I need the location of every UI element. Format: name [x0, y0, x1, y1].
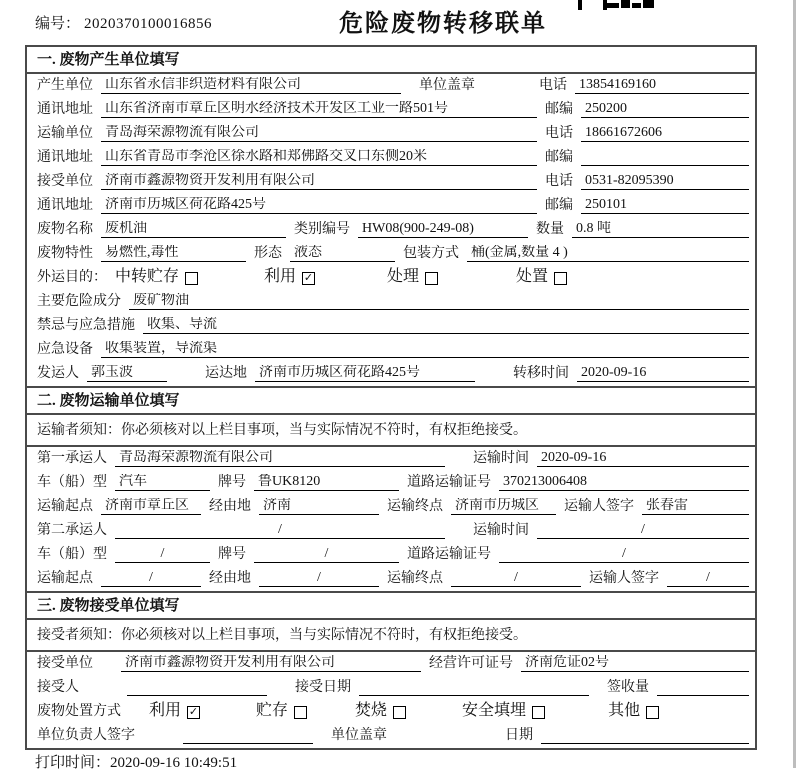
checkbox-label: 利用: [149, 702, 182, 719]
checkbox-option: [608, 697, 659, 720]
checkbox-option: [264, 263, 315, 286]
field-label: 类别编号: [294, 222, 350, 237]
form-section-2: [27, 386, 755, 591]
checkbox-label: 处置: [516, 268, 549, 285]
field-underline: /: [451, 570, 581, 587]
field-label: 数量: [536, 222, 564, 237]
field-label: 应急设备: [37, 342, 93, 357]
form-row: [27, 543, 755, 567]
qr-block-icon: [643, 0, 654, 8]
print-time-label: 打印时间：: [35, 755, 111, 771]
field-underline: [541, 743, 749, 744]
qr-block-icon: [607, 3, 619, 8]
field-label: 发运人: [37, 366, 79, 381]
checkbox-label: 利用: [264, 268, 297, 285]
field-label: 接受单位: [37, 656, 93, 671]
field-underline: 济南市鑫源物资开发利用有限公司: [121, 655, 421, 672]
field-label: 废物特性: [37, 246, 93, 261]
checkbox-option: [149, 697, 200, 720]
checkbox-checked-icon: ✓: [303, 272, 314, 284]
checkbox-option: [355, 697, 406, 720]
form-row: [27, 122, 755, 146]
form-row: [27, 218, 755, 242]
field-underline: 济南: [259, 498, 379, 515]
field-label: 邮编: [545, 198, 573, 213]
checkbox-label: 中转贮存: [115, 268, 180, 285]
form-row: [27, 74, 755, 98]
field-underline: /: [667, 570, 749, 587]
field-label: 运输人签字: [564, 499, 634, 514]
field-label: 通讯地址: [37, 102, 93, 117]
field-underline: 山东省济南市章丘区明水经济技术开发区工业一路501号: [101, 101, 537, 118]
print-time: [35, 751, 237, 772]
field-label: 废物名称: [37, 222, 93, 237]
section-header: 二. 废物运输单位填写: [27, 388, 755, 415]
field-underline: 济南市鑫源物资开发利用有限公司: [101, 173, 537, 190]
field-underline: 收集、导流: [143, 317, 749, 334]
field-underline: 2020-09-16: [577, 365, 749, 382]
checkbox-label: 处理: [387, 268, 420, 285]
form-row: [27, 362, 755, 386]
qr-block-icon: [621, 0, 630, 8]
field-underline: /: [499, 546, 749, 563]
form-row: [27, 194, 755, 218]
field-underline: /: [115, 522, 445, 539]
form-section-1: [27, 47, 755, 386]
field-label: 电话: [539, 78, 567, 93]
field-underline: 370213006408: [499, 474, 749, 491]
field-label: 通讯地址: [37, 198, 93, 213]
field-label: 接受日期: [295, 680, 351, 695]
field-underline: 青岛海荣源物流有限公司: [101, 125, 537, 142]
field-underline: 2020-09-16: [537, 450, 749, 467]
field-underline: [581, 165, 749, 166]
field-label: 经由地: [209, 571, 251, 586]
checkbox-unchecked-icon: [646, 706, 659, 719]
field-underline: 13854169160: [575, 77, 749, 94]
checkbox-checked-icon: ✓: [188, 706, 199, 718]
field-label: 日期: [505, 728, 533, 743]
section-notice: 接受者须知：你必须核对以上栏目事项，当与实际情况不符时，有权拒绝接受。: [27, 620, 755, 652]
field-label: 道路运输证号: [407, 547, 491, 562]
field-label: 牌号: [218, 475, 246, 490]
field-underline: 济南危证02号: [521, 655, 749, 672]
field-underline: /: [537, 522, 749, 539]
field-label: 运输单位: [37, 126, 93, 141]
field-underline: 郭玉波: [87, 365, 167, 382]
form-row: [27, 724, 755, 748]
form-row: [27, 700, 755, 724]
field-underline: 张春雷: [642, 498, 749, 515]
checkbox-option: [516, 263, 567, 286]
field-underline: 济南市历城区: [451, 498, 556, 515]
field-underline: 收集装置，导流渠: [101, 341, 749, 358]
checkbox-unchecked-icon: [393, 706, 406, 719]
section-header: 三. 废物接受单位填写: [27, 593, 755, 620]
field-label: 单位负责人签字: [37, 728, 135, 743]
checkbox-label: 贮存: [256, 702, 289, 719]
field-underline: 济南市历城区荷花路425号: [101, 197, 537, 214]
field-label: 包装方式: [403, 246, 459, 261]
field-underline: 汽车: [115, 474, 210, 491]
field-label: 产生单位: [37, 78, 93, 93]
field-underline: 废机油: [101, 221, 286, 238]
field-label: 道路运输证号: [407, 475, 491, 490]
field-label: 签收量: [607, 680, 649, 695]
checkbox-option: [462, 697, 545, 720]
field-underline: HW08(900-249-08): [358, 221, 528, 238]
form-row: [27, 146, 755, 170]
field-underline: 液态: [290, 245, 395, 262]
field-underline: /: [115, 546, 210, 563]
form-section-3: [27, 591, 755, 748]
field-label: 转移时间: [513, 366, 569, 381]
field-label: 经营许可证号: [429, 656, 513, 671]
field-label: 外运目的：: [37, 270, 107, 285]
section-notice: 运输者须知：你必须核对以上栏目事项，当与实际情况不符时，有权拒绝接受。: [27, 415, 755, 447]
form-row: [27, 170, 755, 194]
checkbox-option: [387, 263, 438, 286]
field-label: 废物处置方式: [37, 704, 121, 719]
qr-block-icon: [578, 0, 607, 10]
qr-block-icon: [632, 3, 641, 8]
form-row: [27, 495, 755, 519]
field-label: 电话: [545, 126, 573, 141]
form-row: [27, 567, 755, 591]
form-row: [27, 652, 755, 676]
page-title: 危险废物转移联单: [339, 11, 547, 37]
field-underline: [183, 743, 313, 744]
form-row: [27, 338, 755, 362]
checkbox-label: 安全填埋: [462, 702, 527, 719]
field-label: 第二承运人: [37, 523, 107, 538]
form-row: [27, 519, 755, 543]
field-label: 运输起点: [37, 571, 93, 586]
field-label: 第一承运人: [37, 451, 107, 466]
field-underline: /: [259, 570, 379, 587]
document-header: [0, 0, 796, 44]
field-label: 通讯地址: [37, 150, 93, 165]
field-underline: 济南市章丘区: [101, 498, 201, 515]
field-label: 单位盖章: [419, 78, 475, 93]
checkbox-unchecked-icon: [532, 706, 545, 719]
field-underline: 废矿物油: [129, 293, 749, 310]
field-label: 邮编: [545, 150, 573, 165]
document-number-label: 编号：: [35, 16, 81, 32]
field-label: 邮编: [545, 102, 573, 117]
field-label: 接受单位: [37, 174, 93, 189]
field-underline: 250200: [581, 101, 749, 118]
field-underline: [359, 695, 589, 696]
form-row: [27, 290, 755, 314]
field-underline: 易燃性,毒性: [101, 245, 246, 262]
document-number: [35, 12, 212, 33]
field-underline: 鲁UK8120: [254, 474, 399, 491]
manifest-form: [25, 45, 757, 750]
field-label: 运输起点: [37, 499, 93, 514]
form-row: [27, 98, 755, 122]
field-label: 运输时间: [473, 523, 529, 538]
checkbox-unchecked-icon: [425, 272, 438, 285]
checkbox-label: 其他: [608, 702, 641, 719]
field-label: 经由地: [209, 499, 251, 514]
field-label: 运输终点: [387, 499, 443, 514]
field-underline: 山东省永信非织造材料有限公司: [101, 77, 401, 94]
field-label: 单位盖章: [331, 728, 387, 743]
field-underline: [657, 695, 749, 696]
field-underline: 18661672606: [581, 125, 749, 142]
checkbox-option: [115, 263, 198, 286]
field-label: 禁忌与应急措施: [37, 318, 135, 333]
field-label: 电话: [545, 174, 573, 189]
field-underline: /: [254, 546, 399, 563]
field-label: 车（船）型: [37, 475, 107, 490]
field-label: 主要危险成分: [37, 294, 121, 309]
field-label: 运输人签字: [589, 571, 659, 586]
field-underline: 青岛海荣源物流有限公司: [115, 450, 445, 467]
field-label: 运输时间: [473, 451, 529, 466]
field-underline: 0.8 吨: [572, 221, 749, 238]
checkbox-unchecked-icon: [554, 272, 567, 285]
field-label: 运输终点: [387, 571, 443, 586]
form-row: [27, 266, 755, 290]
section-header: 一. 废物产生单位填写: [27, 47, 755, 74]
form-row: [27, 447, 755, 471]
field-underline: [127, 695, 267, 696]
checkbox-label: 焚烧: [355, 702, 388, 719]
field-underline: 山东省青岛市李沧区徐水路和郑佛路交叉口东侧20米: [101, 149, 537, 166]
field-label: 牌号: [218, 547, 246, 562]
field-label: 接受人: [37, 680, 79, 695]
field-underline: /: [101, 570, 201, 587]
field-underline: 0531-82095390: [581, 173, 749, 190]
field-label: 运达地: [205, 366, 247, 381]
print-time-value: 2020-09-16 10:49:51: [110, 755, 238, 771]
qr-code-fragment: [578, 0, 654, 10]
document-number-value: 2020370100016856: [84, 16, 213, 32]
field-underline: 济南市历城区荷花路425号: [255, 365, 475, 382]
field-label: 形态: [254, 246, 282, 261]
form-row: [27, 314, 755, 338]
field-underline: 桶(金属,数量 4 ): [467, 245, 749, 262]
form-row: [27, 471, 755, 495]
checkbox-unchecked-icon: [185, 272, 198, 285]
checkbox-option: [256, 697, 307, 720]
checkbox-unchecked-icon: [294, 706, 307, 719]
field-label: 车（船）型: [37, 547, 107, 562]
field-underline: 250101: [581, 197, 749, 214]
